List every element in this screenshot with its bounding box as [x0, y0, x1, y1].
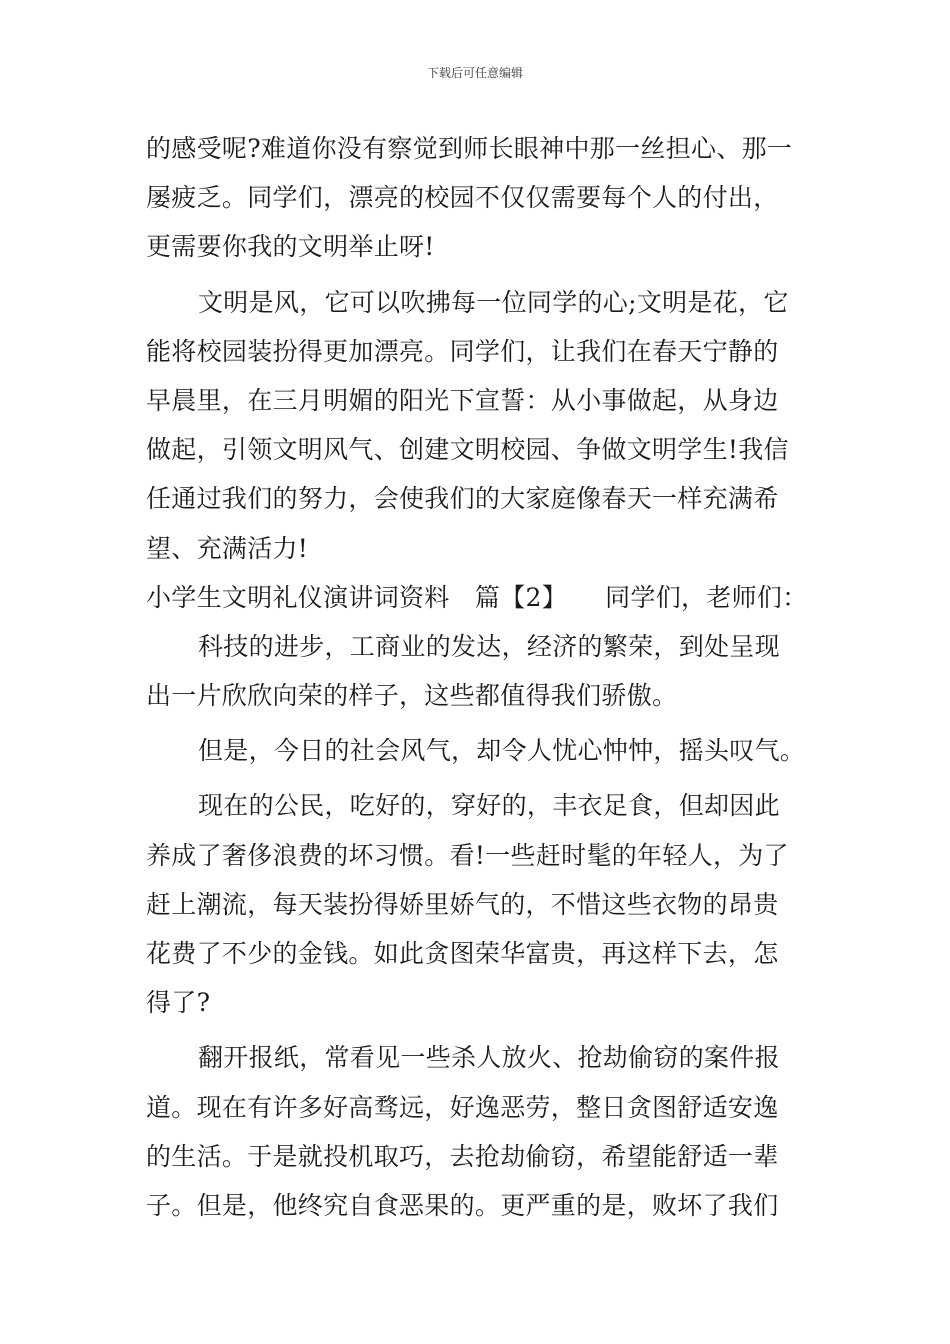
text-line: 屡疲乏。同学们，漂亮的校园不仅仅需要每个人的付出，: [146, 183, 779, 213]
text-line: 的感受呢?难道你没有察觉到师长眼神中那一丝担心、那一: [146, 134, 793, 163]
text-line: 道。现在有许多好高骛远，好逸恶劳，整日贪图舒适安逸: [146, 1092, 779, 1122]
text-line: 赶上潮流，每天装扮得娇里娇气的，不惜这些衣物的昂贵: [146, 889, 779, 919]
text-line: 的生活。于是就投机取巧，去抢劫偷窃，希望能舒适一辈: [146, 1141, 779, 1171]
document-body: [146, 124, 816, 1230]
page-header: 下载后可任意编辑: [426, 66, 523, 80]
text-line: 做起，引领文明风气、创建文明校园、争做文明学生!我信: [146, 435, 789, 465]
paragraph-first-line: 翻开报纸，常看见一些杀人放火、抢劫偷窃的案件报: [198, 1043, 780, 1073]
paragraph-first-line: 文明是风，它可以吹拂每一位同学的心;文明是花，它: [198, 287, 789, 317]
text-line: 花费了不少的金钱。如此贪图荣华富贵，再这样下去，怎: [146, 939, 779, 968]
text-line: 望、充满活力!: [146, 533, 309, 563]
paragraph-first-line: 科技的进步，工商业的发达，经济的繁荣，到处呈现: [198, 631, 780, 661]
text-line: 养成了奢侈浪费的坏习惯。看!一些赶时髦的年轻人，为了: [146, 840, 789, 870]
paragraph-first-line: 现在的公民，吃好的，穿好的，丰衣足食，但却因此: [198, 791, 780, 821]
text-line: 更需要你我的文明举止呀!: [146, 232, 435, 262]
text-line: 早晨里，在三月明媚的阳光下宣誓：从小事做起，从身边: [146, 385, 779, 415]
text-line: 出一片欣欣向荣的样子，这些都值得我们骄傲。: [146, 681, 678, 711]
text-line: 任通过我们的努力，会使我们的大家庭像春天一样充满希: [146, 484, 779, 514]
paragraph-first-line: 但是，今日的社会风气，却令人忧心忡忡，摇头叹气。: [198, 736, 806, 766]
text-line: 子。但是，他终究自食恶果的。更严重的是，败坏了我们: [146, 1190, 779, 1220]
section-heading-line: 小学生文明礼仪演讲词资料 篇【2】 同学们，老师们：: [146, 582, 808, 612]
text-line: 能将校园装扮得更加漂亮。同学们，让我们在春天宁静的: [146, 336, 779, 366]
text-line: 得了?: [146, 988, 211, 1018]
